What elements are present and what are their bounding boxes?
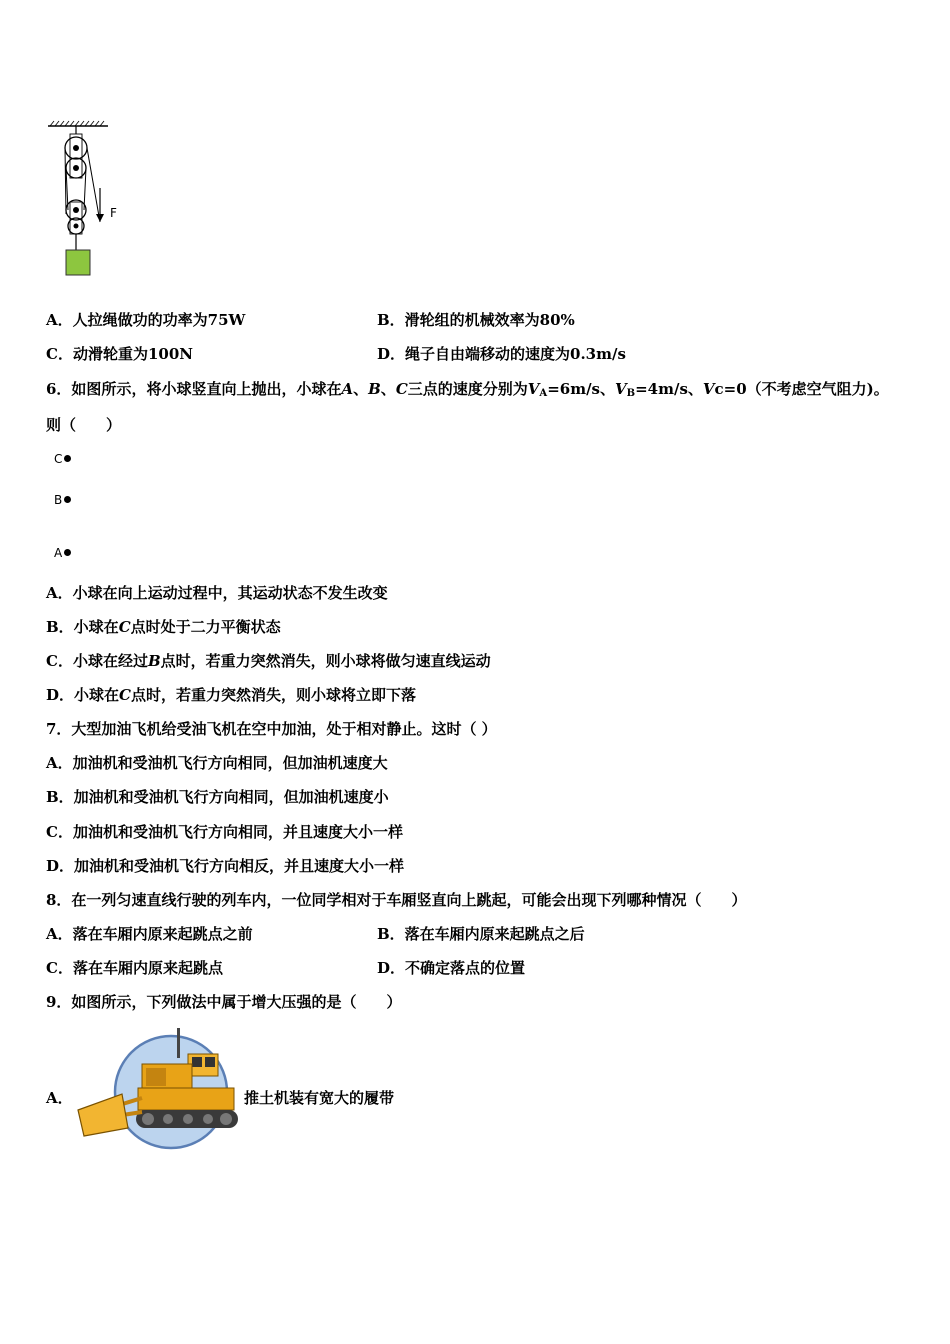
q5-option-c: C．动滑轮重为100N <box>46 345 193 363</box>
q8-option-b: B．落在车厢内原来起跳点之后 <box>377 925 585 943</box>
ball-dot-icon <box>64 496 71 503</box>
q6-option-d: D．小球在C点时，若重力突然消失，则小球将立即下落 <box>46 686 416 704</box>
q7-option-c: C．加油机和受油机飞行方向相同，并且速度大小一样 <box>46 823 403 841</box>
q8-option-d: D．不确定落点的位置 <box>377 959 526 977</box>
q9-stem: 9．如图所示，下列做法中属于增大压强的是（ ） <box>46 993 402 1011</box>
q6-stem-line2: 则（ ） <box>46 416 122 434</box>
q7-option-d: D．加油机和受油机飞行方向相反，并且速度大小一样 <box>46 857 405 875</box>
q8-option-a: A．落在车厢内原来起跳点之前 <box>46 925 253 943</box>
q7-option-b: B．加油机和受油机飞行方向相同，但加油机速度小 <box>46 788 389 806</box>
ball-dot-icon <box>64 455 71 462</box>
q9-option-a-caption: 推土机装有宽大的履带 <box>244 1089 395 1107</box>
q6-option-b: B．小球在C点时处于二力平衡状态 <box>46 618 281 636</box>
point-a: A <box>54 546 71 560</box>
q5-option-b: B．滑轮组的机械效率为80% <box>377 311 575 329</box>
q6-option-c: C．小球在经过B点时，若重力突然消失，则小球将做匀速直线运动 <box>46 652 491 670</box>
force-label: F <box>110 206 117 220</box>
q5-option-d: D．绳子自由端移动的速度为0.3m/s <box>377 345 626 363</box>
q7-stem: 7．大型加油飞机给受油飞机在空中加油，处于相对静止。这时（ ） <box>46 720 497 738</box>
q8-option-c: C．落在车厢内原来起跳点 <box>46 959 223 977</box>
q7-option-a: A．加油机和受油机飞行方向相同，但加油机速度大 <box>46 754 388 772</box>
point-c: C <box>54 452 71 466</box>
q8-stem: 8．在一列匀速直线行驶的列车内，一位同学相对于车厢竖直向上跳起，可能会出现下列哪种情况（ ） <box>46 891 747 909</box>
bulldozer-image <box>76 1026 244 1150</box>
q6-option-a: A．小球在向上运动过程中，其运动状态不发生改变 <box>46 584 388 602</box>
q6-stem: 6．如图所示，将小球竖直向上抛出，小球在A、B、C三点的速度分别为$V_A=6m/s$、$V_B=4m/s$、Vc=0（不考虑空气阻力)。 <box>46 380 889 399</box>
q9-option-a-letter: A． <box>46 1089 73 1107</box>
q5-option-a: A．人拉绳做功的功率为75W <box>46 311 246 329</box>
point-b: B <box>54 493 71 507</box>
ball-dot-icon <box>64 549 71 556</box>
pulley-system-figure <box>40 118 130 283</box>
